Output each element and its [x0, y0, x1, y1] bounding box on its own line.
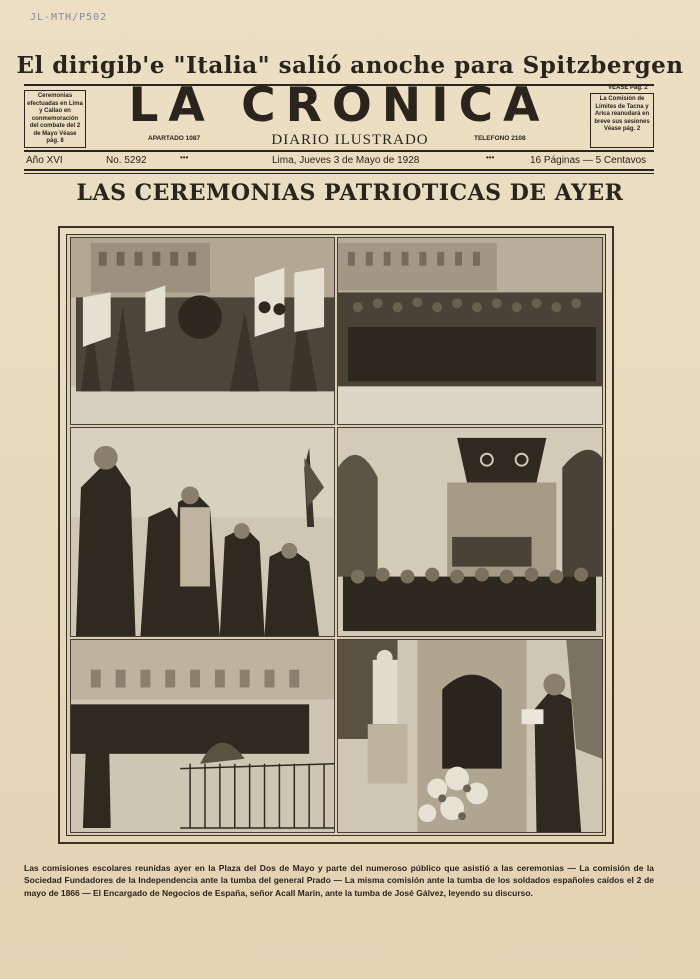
photo-1-graphic — [71, 238, 334, 424]
date-label: Lima, Jueves 3 de Mayo de 1928 — [272, 155, 420, 166]
archive-mark: JL-MTH/P502 — [30, 12, 108, 23]
photo-caption: Las comisiones escolares reunidas ayer en la Plaza del Dos de Mayo y parte del numeroso público que asistió a las ceremonias — La comisión de la Sociedad Fundadores de la Independencia ante la tumba del general Prado — La misma comisión ante la tumba de los soldados españoles caídos el 2 de mayo de 1866 — El Encargado de Negocios de España, señor Acall Marín, ante la tumba de José Gálvez, leyendo su discurso. — [24, 863, 654, 898]
right-ear-box: La Comisión de Límites de Tacna y Arica reanudará en breve sus sesiones Véase pág. 2 — [590, 93, 654, 148]
pages-price: 16 Páginas — 5 Centavos — [530, 155, 647, 166]
photo-spanish-soldiers-tomb — [337, 427, 603, 637]
photo-spanish-envoy-galvez-tomb — [337, 639, 603, 833]
issue-number: No. 5292 — [106, 155, 147, 166]
photo-public-in-plaza — [337, 237, 603, 425]
rule-dateline-bottom-thin — [24, 173, 654, 174]
left-ear-box: Ceremonias efectuadas en Lima y Callao en conmemoración del combate del 2 de Mayo Véase pág. 8 — [24, 90, 86, 148]
photo-plaza-school-commissions — [70, 237, 335, 425]
right-ear-top-label: VEASE Pág. 2 — [608, 85, 648, 91]
rule-masthead-bottom — [24, 150, 654, 152]
rule-dateline-bottom — [24, 169, 654, 171]
telefono-label: TELEFONO 2108 — [474, 135, 526, 142]
photo-4-graphic — [338, 428, 602, 636]
photo-3-graphic — [71, 428, 334, 636]
masthead-subtitle: DIARIO ILUSTRADO — [271, 132, 429, 148]
photo-sociedad-fundadores — [70, 427, 335, 637]
photo-5-graphic — [71, 640, 334, 832]
stars-right: ••• — [486, 153, 495, 162]
apartado-label: APARTADO 1087 — [148, 135, 201, 142]
photo-commission-mausoleum — [70, 639, 335, 833]
section-title: LAS CEREMONIAS PATRIOTICAS DE AYER — [76, 180, 624, 206]
photo-2-graphic — [338, 238, 602, 424]
masthead-title: LA CRONICA — [128, 78, 550, 133]
stars-left: ••• — [180, 153, 189, 162]
year-label: Año XVI — [26, 155, 63, 166]
photo-6-graphic — [338, 640, 602, 832]
top-headline: El dirigib'e "Italia" salió anoche para Spitzbergen — [16, 52, 684, 79]
